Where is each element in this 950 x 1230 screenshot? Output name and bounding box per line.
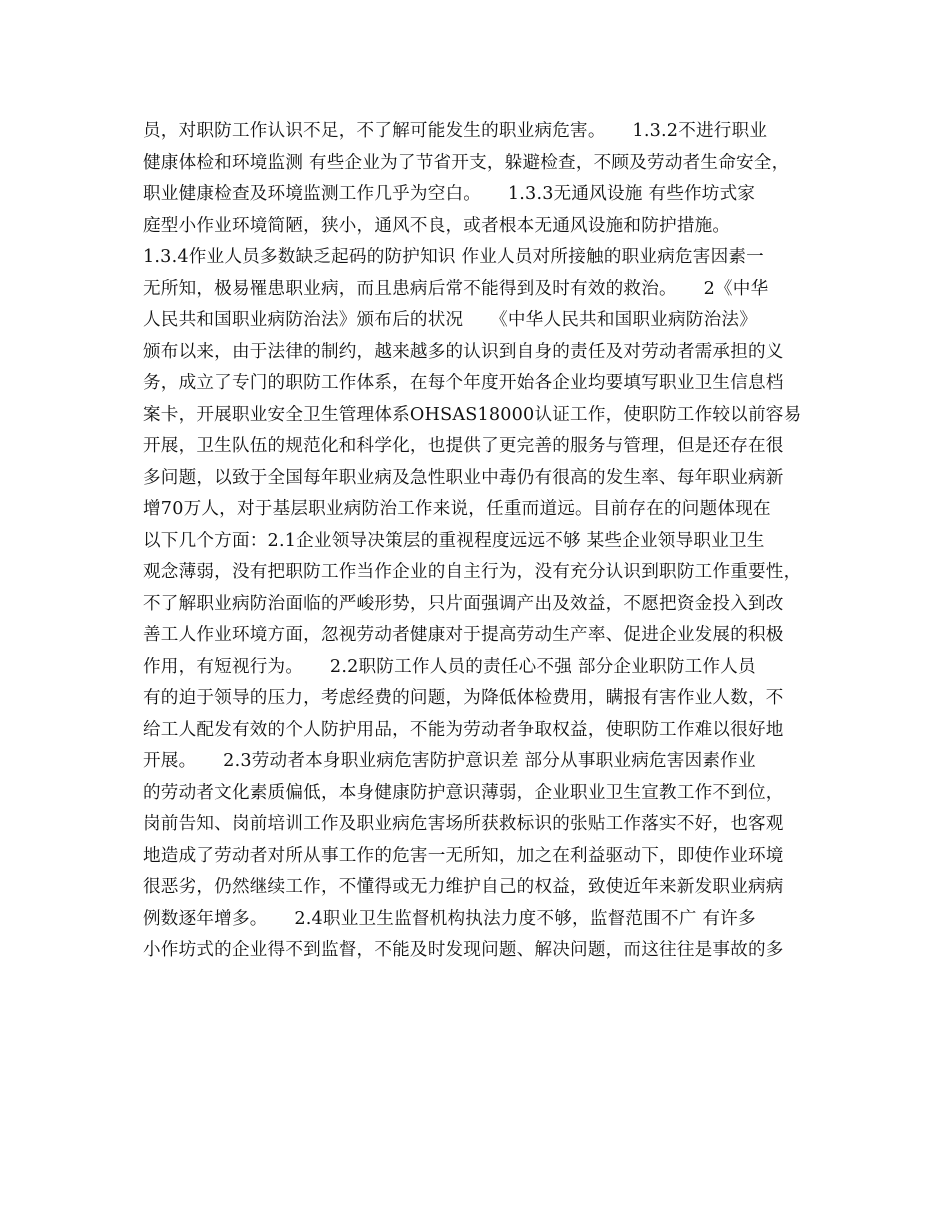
text-line: 给工人配发有效的个人防护用品，不能为劳动者争取权益，使职防工作难以很好地 <box>143 719 784 740</box>
text-line: 开展，卫生队伍的规范化和科学化，也提供了更完善的服务与管理，但是还存在很 <box>143 436 784 456</box>
text-line: 的劳动者文化素质偏低，本身健康防护意识薄弱，企业职业卫生宣教工作不到位， <box>143 782 784 803</box>
text-line: 务，成立了专门的职防工作体系，在每个年度开始各企业均要填写职业卫生信息档 <box>143 373 784 393</box>
text-line: 善工人作业环境方面，忽视劳动者健康对于提高劳动生产率、促进企业发展的积极 <box>143 625 784 645</box>
text-line: 庭型小作业环境简陋，狭小，通风不良，或者根本无通风设施和防护措施。 <box>143 215 731 236</box>
body-text <box>143 116 823 967</box>
text-line: 有的迫于领导的压力，考虑经费的问题，为降低体检费用，瞒报有害作业人数，不 <box>143 688 784 708</box>
text-line: 多问题，以致于全国每年职业病及急性职业中毒仍有很高的发生率、每年职业病新 <box>143 467 784 488</box>
text-line: 健康体检和环境监测 有些企业为了节省开支，躲避检查，不顾及劳动者生命安全， <box>143 152 790 173</box>
text-line: 作用，有短视行为。 2.2职防工作人员的责任心不强 部分企业职防工作人员 <box>143 656 756 677</box>
text-line: 小作坊式的企业得不到监督，不能及时发现问题、解决问题，而这往往是事故的多 <box>143 940 784 960</box>
text-line: 岗前告知、岗前培训工作及职业病危害场所获救标识的张贴工作落实不好，也客观 <box>143 814 784 834</box>
text-line: 员，对职防工作认识不足，不了解可能发生的职业病危害。 1.3.2不进行职业 <box>143 121 768 141</box>
text-line: 颁布以来，由于法律的制约，越来越多的认识到自身的责任及对劳动者需承担的义 <box>143 341 784 362</box>
text-line: 例数逐年增多。 2.4职业卫生监督机构执法力度不够，监督范围不广 有许多 <box>143 908 756 929</box>
text-line: 无所知，极易罹患职业病，而且患病后常不能得到及时有效的救治。 2《中华 <box>143 278 769 299</box>
text-line: 1.3.4作业人员多数缺乏起码的防护知识 作业人员对所接触的职业病危害因素一 <box>143 247 764 267</box>
text-line: 很恶劣，仍然继续工作，不懂得或无力维护自己的权益，致使近年来新发职业病病 <box>143 877 784 897</box>
text-line: 以下几个方面：2.1企业领导决策层的重视程度远远不够 某些企业领导职业卫生 <box>143 530 765 551</box>
text-line: 地造成了劳动者对所从事工作的危害一无所知，加之在利益驱动下，即使作业环境 <box>143 845 784 866</box>
text-line: 增70万人，对于基层职业病防治工作来说，任重而道远。目前存在的问题体现在 <box>143 499 771 519</box>
text-line: 职业健康检查及环境监测工作几乎为空白。 1.3.3无通风设施 有些作坊式家 <box>143 184 756 204</box>
text-line: 开展。 2.3劳动者本身职业病危害防护意识差 部分从事职业病危害因素作业 <box>143 751 756 771</box>
text-line: 不了解职业病防治面临的严峻形势，只片面强调产出及效益，不愿把资金投入到改 <box>143 593 784 614</box>
text-line: 案卡，开展职业安全卫生管理体系OHSAS18000认证工作，使职防工作较以前容易 <box>143 404 802 425</box>
text-line: 人民共和国职业病防治法》颁布后的状况 《中华人民共和国职业病防治法》 <box>143 310 757 330</box>
text-line: 观念薄弱，没有把职防工作当作企业的自主行为，没有充分认识到职防工作重要性， <box>143 562 802 582</box>
